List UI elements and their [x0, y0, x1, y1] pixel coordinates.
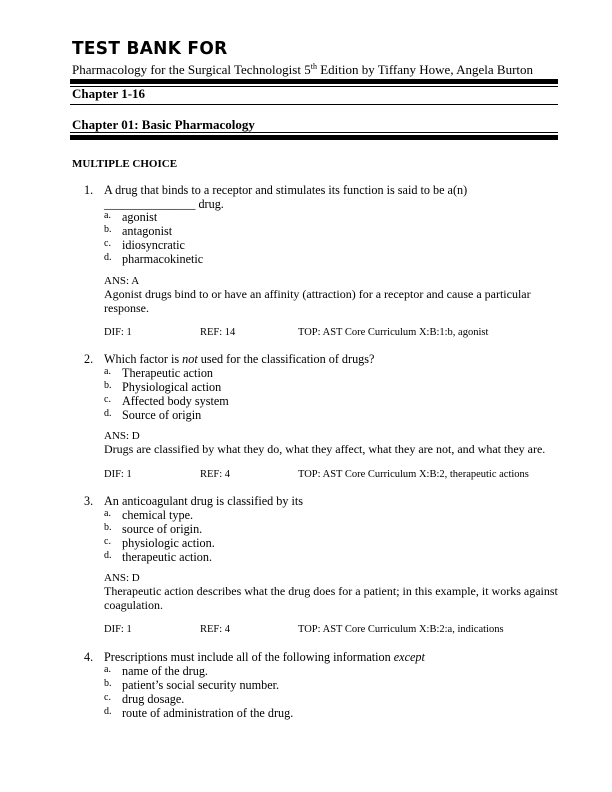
subtitle-text: Pharmacology for the Surgical Technologist 5: [72, 62, 311, 77]
page-reference: REF: 4: [200, 469, 231, 480]
option-letter: a.: [104, 508, 111, 519]
option-text: antagonist: [122, 224, 173, 238]
option-letter: d.: [104, 252, 112, 263]
chapter-range: Chapter 1-16: [72, 86, 146, 101]
option-text: drug dosage.: [122, 692, 185, 706]
stem-emphasis: not: [182, 352, 198, 366]
option-text: Affected body system: [122, 394, 229, 408]
divider-rule: [70, 104, 558, 105]
option-text: name of the drug.: [122, 664, 208, 678]
option-letter: c.: [104, 536, 111, 547]
option-letter: d.: [104, 550, 112, 561]
answer-key: ANS: A: [104, 275, 140, 287]
option-text: physiologic action.: [122, 536, 215, 550]
question-stem: An anticoagulant drug is classified by its: [104, 494, 304, 508]
question-meta: [104, 469, 564, 482]
stem-text: Prescriptions must include all of the following information: [104, 650, 394, 664]
question-number: 4.: [84, 650, 94, 664]
question-stem: A drug that binds to a receptor and stimulates its function is said to be a(n) _______________ drug.: [104, 183, 468, 211]
option-letter: c.: [104, 692, 111, 703]
book-subtitle: [72, 62, 533, 78]
option-text: agonist: [122, 210, 158, 224]
option-text: idiosyncratic: [122, 238, 185, 252]
difficulty: DIF: 1: [104, 624, 132, 635]
option-letter: b.: [104, 678, 112, 689]
topic: TOP: AST Core Curriculum X:B:2:a, indications: [298, 624, 504, 635]
divider-rule: [70, 132, 558, 133]
stem-text: used for the classification of drugs?: [197, 352, 375, 366]
page-reference: REF: 14: [200, 327, 236, 338]
divider-rule: [70, 135, 558, 140]
option-letter: a.: [104, 210, 111, 221]
option-text: source of origin.: [122, 522, 203, 536]
question-number: 2.: [84, 352, 94, 366]
option-letter: d.: [104, 706, 112, 717]
option-text: route of administration of the drug.: [122, 706, 294, 720]
difficulty: DIF: 1: [104, 469, 132, 480]
answer-rationale: Agonist drugs bind to or have an affinity (attraction) for a receptor and cause a particular response.: [104, 287, 531, 315]
question-number: 3.: [84, 494, 94, 508]
option-text: patient’s social security number.: [122, 678, 280, 692]
subtitle-authors: Edition by Tiffany Howe, Angela Burton: [316, 62, 534, 77]
stem-emphasis: except: [393, 650, 425, 664]
option-letter: b.: [104, 522, 112, 533]
option-text: Source of origin: [122, 408, 202, 422]
question-number: 1.: [84, 183, 94, 197]
subtitle-superscript: th: [310, 62, 317, 71]
option-letter: a.: [104, 664, 111, 675]
topic: TOP: AST Core Curriculum X:B:1:b, agonist: [298, 327, 489, 338]
option-text: therapeutic action.: [122, 550, 213, 564]
option-letter: b.: [104, 380, 112, 391]
question-stem: [104, 352, 556, 366]
option-letter: d.: [104, 408, 112, 419]
answer-rationale: Drugs are classified by what they do, what they affect, what they are not, and what they are.: [104, 442, 546, 456]
question-meta: [104, 327, 564, 340]
option-text: chemical type.: [122, 508, 194, 522]
answer-key: ANS: D: [104, 572, 140, 584]
difficulty: DIF: 1: [104, 327, 132, 338]
section-heading: MULTIPLE CHOICE: [72, 158, 178, 170]
page-reference: REF: 4: [200, 624, 231, 635]
chapter-title: Chapter 01: Basic Pharmacology: [72, 117, 255, 132]
option-text: Physiological action: [122, 380, 222, 394]
option-text: Therapeutic action: [122, 366, 214, 380]
option-letter: c.: [104, 238, 111, 249]
option-letter: b.: [104, 224, 112, 235]
option-letter: c.: [104, 394, 111, 405]
test-bank-title: TEST BANK FOR: [72, 38, 228, 60]
answer-rationale: Therapeutic action describes what the drug does for a patient; in this example, it works against coagulation.: [104, 584, 558, 612]
question-stem: [104, 650, 556, 664]
stem-text: Which factor is: [104, 352, 183, 366]
divider-rule: [70, 79, 558, 84]
option-letter: a.: [104, 366, 111, 377]
option-text: pharmacokinetic: [122, 252, 204, 266]
answer-key: ANS: D: [104, 430, 140, 442]
question-meta: [104, 624, 564, 637]
topic: TOP: AST Core Curriculum X:B:2, therapeutic actions: [298, 469, 529, 480]
